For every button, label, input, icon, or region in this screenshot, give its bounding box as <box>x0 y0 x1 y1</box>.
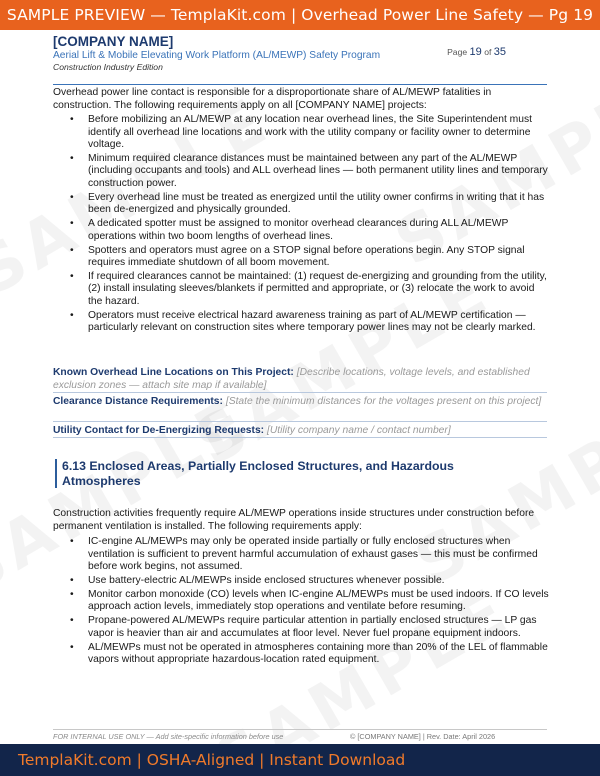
list-item <box>68 589 550 614</box>
list-item-text: Every overhead line must be treated as energized until the utility owner confirms in writing that it has been de-energized and physically grounded. <box>88 191 545 216</box>
list-item <box>68 642 550 667</box>
bullet-icon: • <box>70 536 74 547</box>
page-number <box>447 46 506 58</box>
bullet-icon: • <box>70 309 74 321</box>
list-item <box>68 575 550 588</box>
header-divider <box>53 84 547 85</box>
list-item-text: Operators must receive electrical hazard awareness training as part of AL/MEWP certification — particularly relevant on construction sites where temporary power lines may not be clearly marked. <box>88 309 536 334</box>
footer-note: FOR INTERNAL USE ONLY — Add site-specific information before use <box>53 732 284 741</box>
page-of: of <box>484 47 492 57</box>
clearance-distance-field[interactable] <box>53 395 547 408</box>
list-item <box>68 245 550 270</box>
field-placeholder: [State the minimum distances for the voltages present on this project] <box>225 396 542 407</box>
field-divider <box>53 392 547 393</box>
field-divider <box>53 437 547 438</box>
list-item-text: If required clearances cannot be maintained: (1) request de-energizing and grounding from the utility, (2) install insulating sleeves/blankets if permitted and appropriate, or (3) relocate the work to avoid the hazard. <box>88 270 547 307</box>
utility-contact-field[interactable] <box>53 424 547 437</box>
section-heading: 6.13 Enclosed Areas, Partially Enclosed Structures, and Hazardous Atmospheres <box>55 459 535 488</box>
list-item <box>68 153 550 191</box>
bullet-icon: • <box>70 152 74 164</box>
list-item <box>68 218 550 243</box>
page-current: 19 <box>469 46 482 58</box>
footer-copyright: © [COMPANY NAME] | Rev. Date: April 2026 <box>350 732 496 741</box>
field-divider <box>53 421 547 422</box>
power-line-intro: Overhead power line contact is responsible for a disproportionate share of AL/MEWP fatalities in construction. The following requirements apply on all [COMPANY NAME] projects: <box>53 87 492 111</box>
list-item <box>68 536 550 574</box>
field-label: Clearance Distance Requirements: <box>53 396 223 407</box>
bullet-icon: • <box>70 588 74 600</box>
promo-banner: TemplaKit.com | OSHA-Aligned | Instant Download <box>0 744 600 776</box>
field-label: Known Overhead Line Locations on This Project: <box>53 367 294 378</box>
enclosed-areas-intro: Construction activities frequently require AL/MEWP operations inside structures under construction before permanent ventilation is installed. The following requirements apply: <box>53 508 535 532</box>
document-header <box>53 34 547 84</box>
field-label: Utility Contact for De-Energizing Requests: <box>53 425 265 436</box>
page-total: 35 <box>493 46 506 58</box>
edition-label: Construction Industry Edition <box>53 62 163 72</box>
list-item-text: Use battery-electric AL/MEWPs inside enclosed structures whenever possible. <box>88 574 445 586</box>
bullet-icon: • <box>70 574 74 586</box>
bullet-icon: • <box>70 615 74 627</box>
list-item <box>68 192 550 217</box>
list-item-text: IC-engine AL/MEWPs may only be operated inside partially or fully enclosed structures when ventilation is sufficient to prevent harmful accumulation of exhaust gases — this must be confirmed before work begins, not assumed. <box>88 536 538 572</box>
bullet-icon: • <box>70 641 74 653</box>
list-item-text: AL/MEWPs must not be operated in atmospheres containing more than 20% of the LEL of flammable vapors without appropriate hazardous-location rated equipment. <box>88 641 548 666</box>
overhead-line-locations-field[interactable] <box>53 366 547 392</box>
footer-divider <box>53 729 547 730</box>
power-line-requirements-list <box>68 114 550 336</box>
list-item <box>68 615 550 640</box>
bullet-icon: • <box>70 218 74 230</box>
page-word: Page <box>447 47 468 57</box>
bullet-icon: • <box>70 270 74 282</box>
list-item <box>68 271 550 309</box>
program-title: Aerial Lift & Mobile Elevating Work Platform (AL/MEWP) Safety Program <box>53 50 381 61</box>
bullet-icon: • <box>70 114 74 125</box>
sample-preview-banner: SAMPLE PREVIEW — TemplaKit.com | Overhead Power Line Safety — Pg 19 <box>0 0 600 30</box>
list-item-text: A dedicated spotter must be assigned to monitor overhead clearances during ALL AL/MEWP operations within two boom lengths of overhead lines. <box>88 218 509 242</box>
bullet-icon: • <box>70 244 74 256</box>
field-placeholder: [Utility company name / contact number] <box>266 425 451 436</box>
list-item <box>68 310 550 335</box>
enclosed-areas-requirements-list <box>68 536 550 668</box>
field-placeholder: [Describe locations, voltage levels, and established exclusion zones — attach site map if available] <box>53 367 530 391</box>
company-name: [COMPANY NAME] <box>53 34 174 49</box>
bullet-icon: • <box>70 191 74 203</box>
list-item-text: Spotters and operators must agree on a STOP signal before operations begin. Any STOP signal requires immediate shutdown of all boom movement. <box>88 244 525 269</box>
list-item-text: Before mobilizing an AL/MEWP at any location near overhead lines, the Site Superintendent must identify all overhead line locations and work with the utility company or facility owner to determine voltage. <box>88 114 532 150</box>
list-item-text: Minimum required clearance distances must be maintained between any part of the AL/MEWP (including occupants and tools) and ALL overhead lines — both permanent utility lines and temporary construction power. <box>88 152 548 189</box>
list-item <box>68 114 550 152</box>
list-item-text: Propane-powered AL/MEWPs require particular attention in partially enclosed structures — LP gas vapor is heavier than air and accumulates at floor level. Never fuel propane equipment indoors. <box>88 615 537 639</box>
list-item-text: Monitor carbon monoxide (CO) levels when IC-engine AL/MEWPs must be used indoors. If CO levels approach action levels, immediately stop operations and ventilate before resuming. <box>88 588 549 613</box>
